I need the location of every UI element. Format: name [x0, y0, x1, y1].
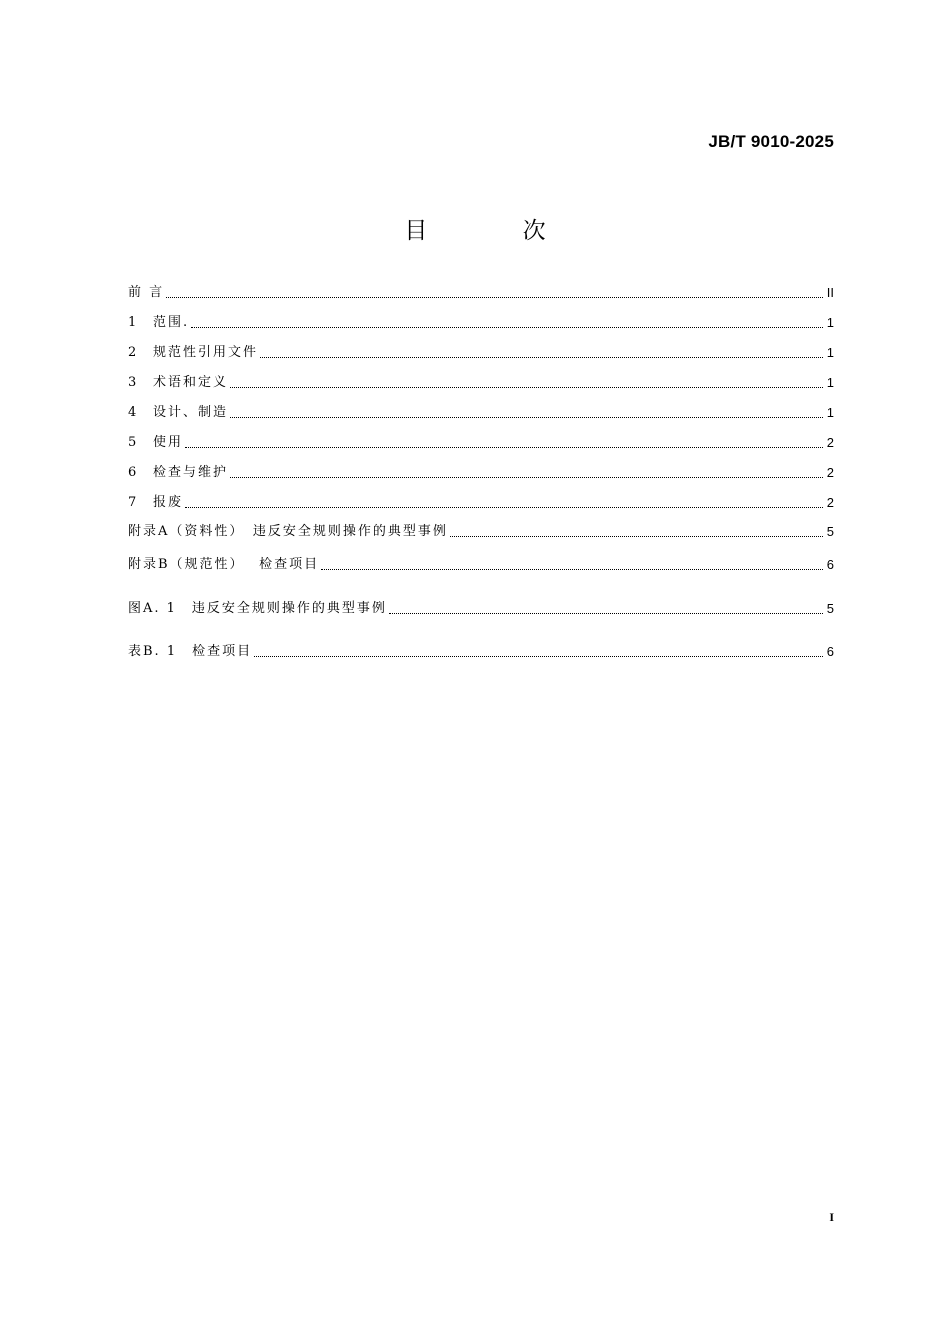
toc-entry-number: 6 — [128, 465, 137, 480]
toc-entry-label: 前 言 — [128, 285, 165, 300]
toc-entry-label: 图A. 1 违反安全规则操作的典型事例 — [128, 601, 387, 616]
toc-entry-table-b1[interactable] — [128, 644, 834, 660]
toc-entry-number: 4 — [128, 405, 137, 420]
toc-entry-page: 2 — [826, 465, 834, 480]
toc-entry-foreword[interactable] — [128, 285, 834, 301]
toc-entry-label: 表B. 1 检查项目 — [128, 644, 253, 659]
toc-entry-page: 6 — [826, 557, 834, 572]
toc-entry-label: 附录B（规范性） 检查项目 — [128, 557, 320, 572]
toc-entry-terms-definitions[interactable] — [128, 375, 834, 391]
toc-entry-label: 附录A（资料性） 违反安全规则操作的典型事例 — [128, 524, 448, 539]
toc-leader-dots — [230, 387, 823, 388]
toc-leader-dots — [230, 477, 823, 478]
toc-entry-label: 检查与维护 — [153, 465, 229, 480]
toc-entry-number: 3 — [128, 375, 137, 390]
toc-entry-annex-a[interactable] — [128, 524, 834, 540]
toc-entry-number: 2 — [128, 345, 137, 360]
toc-entry-page: 1 — [826, 345, 834, 360]
page-number: I — [829, 1210, 834, 1224]
toc-leader-dots — [191, 327, 823, 328]
toc-entry-page: 1 — [826, 375, 834, 390]
toc-entry-label: 范围. — [153, 315, 190, 330]
toc-entry-scrapping[interactable] — [128, 495, 834, 511]
toc-entry-label: 规范性引用文件 — [153, 345, 259, 360]
toc-entry-number: 5 — [128, 435, 137, 450]
toc-entry-page: 5 — [826, 601, 834, 616]
toc-entry-page: 1 — [826, 315, 834, 330]
toc-entry-page: 2 — [826, 495, 834, 510]
toc-leader-dots — [321, 569, 823, 570]
toc-leader-dots — [254, 656, 823, 657]
toc-entry-design-manufacture[interactable] — [128, 405, 834, 421]
toc-entry-annex-b[interactable] — [128, 557, 834, 573]
toc-entry-page: 2 — [826, 435, 834, 450]
toc-entry-label: 使用 — [153, 435, 184, 450]
toc-leader-dots — [166, 297, 823, 298]
toc-entry-normative-references[interactable] — [128, 345, 834, 361]
toc-entry-label: 设计、制造 — [153, 405, 229, 420]
toc-entry-number: 7 — [128, 495, 137, 510]
toc-leader-dots — [260, 357, 823, 358]
toc-entry-page: 5 — [826, 524, 834, 539]
toc-leader-dots — [185, 447, 823, 448]
toc-leader-dots — [389, 613, 823, 614]
toc-entry-page: 6 — [826, 644, 834, 659]
toc-entry-figure-a1[interactable] — [128, 601, 834, 617]
toc-leader-dots — [185, 507, 823, 508]
toc-entry-page: II — [826, 285, 834, 300]
toc-entry-use[interactable] — [128, 435, 834, 451]
standard-code: JB/T 9010-2025 — [708, 132, 834, 151]
toc-entry-label: 报废 — [153, 495, 184, 510]
toc-leader-dots — [450, 536, 823, 537]
toc-entry-label: 术语和定义 — [153, 375, 229, 390]
toc-entry-number: 1 — [128, 315, 137, 330]
toc-entry-page: 1 — [826, 405, 834, 420]
toc-leader-dots — [230, 417, 823, 418]
toc-title: 目 次 — [404, 218, 590, 244]
toc-entry-inspection-maintenance[interactable] — [128, 465, 834, 481]
toc-entry-scope[interactable] — [128, 315, 834, 331]
toc-list — [128, 0, 834, 1344]
